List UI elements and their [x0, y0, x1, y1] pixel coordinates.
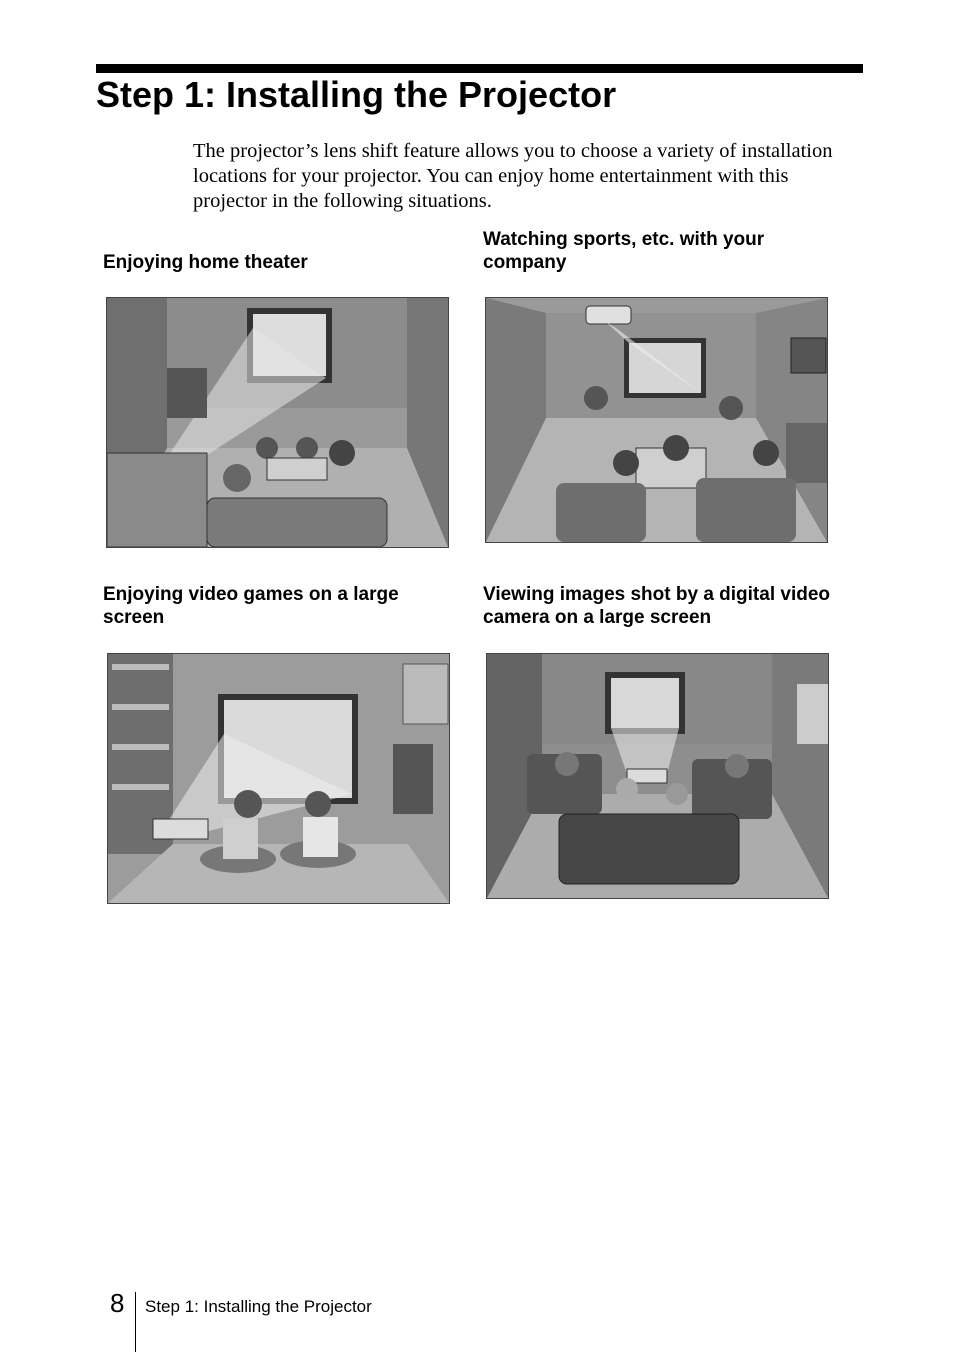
footer-divider — [135, 1292, 136, 1352]
illustration-digital-video — [486, 653, 829, 899]
illustration-watching-sports — [485, 297, 828, 543]
illustration-home-theater — [106, 297, 449, 548]
caption-digital-video: Viewing images shot by a digital video camera on a large screen — [483, 584, 831, 628]
footer-section-title: Step 1: Installing the Projector — [145, 1297, 372, 1316]
title-rule — [96, 64, 863, 73]
caption-watching-sports: Watching sports, etc. with your company — [483, 229, 765, 273]
page-number: 8 — [110, 1288, 125, 1318]
caption-home-theater: Enjoying home theater — [103, 252, 308, 273]
page-title: Step 1: Installing the Projector — [96, 74, 617, 115]
intro-paragraph: The projector’s lens shift feature allows you to choose a variety of installation locations for your projector. You can enjoy home entertainment with this projector in the following situations. — [193, 140, 833, 212]
illustration-video-games — [107, 653, 450, 904]
caption-video-games: Enjoying video games on a large screen — [103, 584, 399, 628]
